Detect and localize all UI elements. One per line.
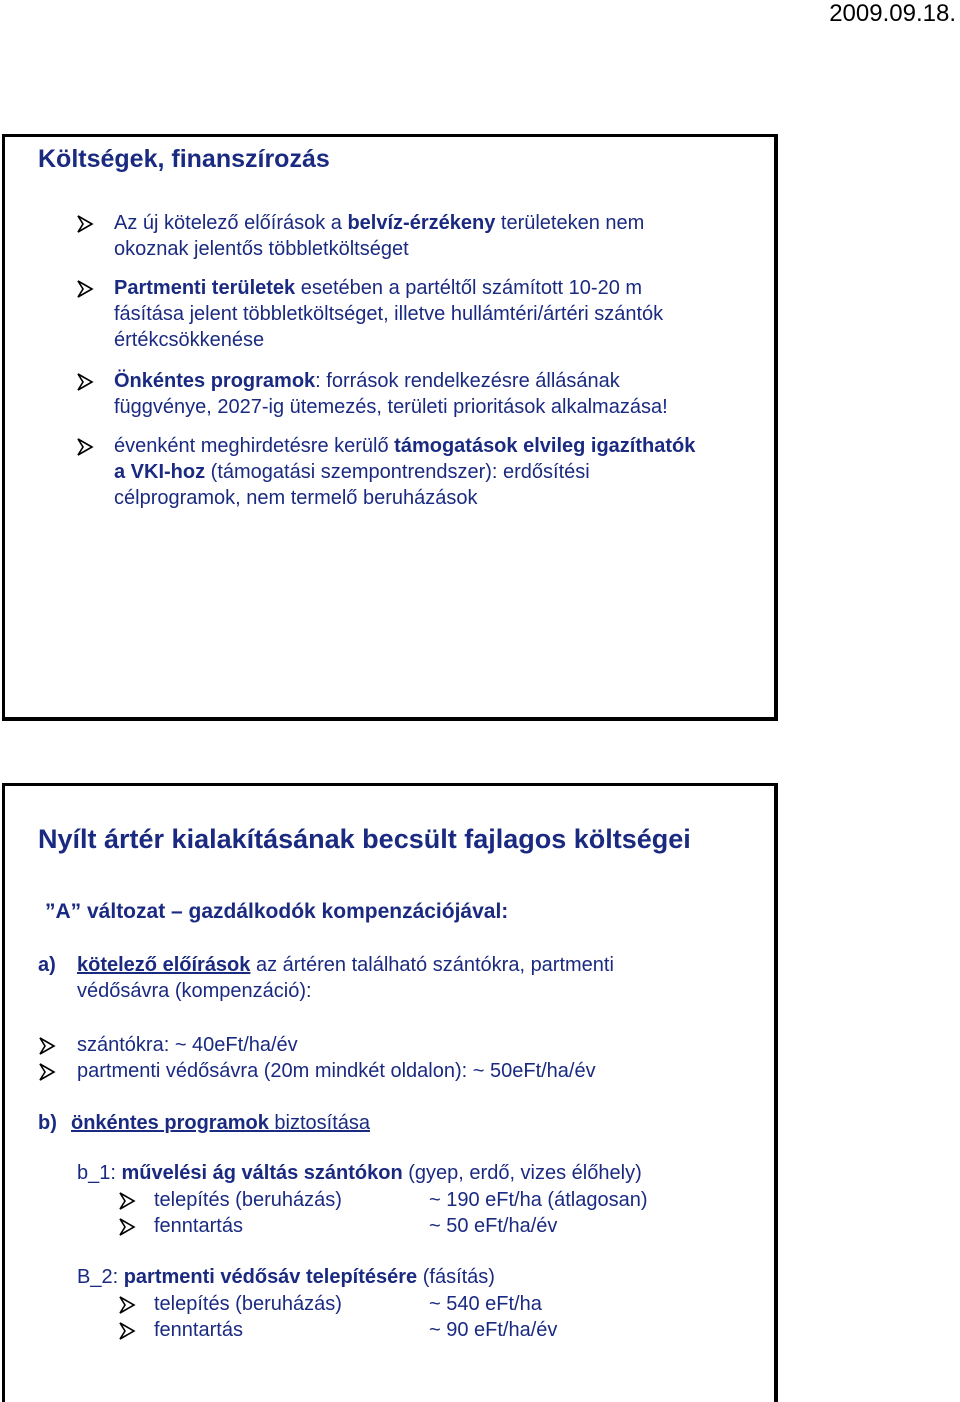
arrow-bullet-icon [38, 1062, 56, 1082]
slide-costs-financing [2, 134, 778, 721]
arrow-bullet-icon [76, 214, 94, 234]
text: évenként meghirdetésre kerülő [114, 435, 395, 457]
section-a-line2: védősávra (kompenzáció): [77, 980, 312, 1002]
bold-text: a VKI-hoz [114, 461, 206, 483]
bullet-line [114, 485, 478, 511]
text: okoznak jelentős többletköltséget [114, 238, 409, 260]
row-value: ~ 540 eFt/ha [429, 1293, 542, 1315]
bullet-line [114, 433, 695, 459]
row-label: telepítés (beruházás) [154, 1189, 342, 1211]
arrow-bullet-icon [38, 1036, 56, 1056]
bold-text: támogatások elvileg igazíthatók [394, 435, 696, 457]
bullet-line [114, 368, 620, 394]
bullet-line [114, 210, 644, 236]
section-b-label: b) [38, 1112, 57, 1134]
bullet-line [114, 236, 409, 262]
section-a [38, 952, 56, 978]
text: célprogramok, nem termelő beruházások [114, 487, 478, 509]
text: esetében a partéltől számított 10-20 m [295, 277, 643, 299]
b1-prefix: b_1: [77, 1162, 122, 1184]
text: fásítása jelent többletköltséget, illetve hullámtéri/ártéri szántók [114, 303, 664, 325]
section-a-text [77, 952, 614, 978]
bold-text: Önkéntes programok [114, 370, 316, 392]
row-value: ~ 90 eFt/ha/év [429, 1319, 558, 1341]
cost-item: partmenti védősávra (20m mindkét oldalon): ~ 50eFt/ha/év [77, 1060, 596, 1082]
slide-floodplain-costs [2, 783, 778, 1402]
arrow-bullet-icon [76, 372, 94, 392]
text: értékcsökkenése [114, 329, 265, 351]
slide-title: Nyílt ártér kialakításának becsült fajlagos költségei [38, 824, 691, 854]
text: területeken nem [495, 212, 645, 234]
bold-text: Partmenti területek [114, 277, 296, 299]
arrow-bullet-icon [76, 437, 94, 457]
section-b-text [71, 1110, 370, 1136]
row-value: ~ 50 eFt/ha/év [429, 1215, 558, 1237]
row-value: ~ 190 eFt/ha (átlagosan) [429, 1189, 648, 1211]
text: : források rendelkezésre állásának [315, 370, 620, 392]
b2-rest: (fásítás) [417, 1266, 495, 1288]
b1-bold: művelési ág váltás szántókon [121, 1162, 403, 1184]
section-a-rest: az ártéren található szántókra, partmenti [250, 954, 614, 976]
arrow-bullet-icon [118, 1191, 136, 1211]
section-b-rest: biztosítása [274, 1112, 370, 1134]
voluntary-programs-link[interactable]: önkéntes programok [71, 1112, 275, 1134]
section-a-label: a) [38, 954, 56, 976]
bullet-line [114, 327, 264, 353]
row-label: fenntartás [154, 1319, 243, 1341]
variant-heading: ”A” változat – gazdálkodók kompenzációjával: [45, 900, 509, 923]
arrow-bullet-icon [76, 279, 94, 299]
text: (támogatási szempontrendszer): erdősítési [205, 461, 590, 483]
slide-title: Költségek, finanszírozás [38, 145, 330, 173]
arrow-bullet-icon [118, 1217, 136, 1237]
date-stamp: 2009.09.18. [829, 0, 956, 27]
cost-item: szántókra: ~ 40eFt/ha/év [77, 1034, 298, 1056]
bold-text: belvíz-érzékeny [347, 212, 496, 234]
b1-rest: (gyep, erdő, vizes élőhely) [402, 1162, 642, 1184]
text: függvénye, 2027-ig ütemezés, területi prioritások alkalmazása! [114, 396, 668, 418]
section-b [38, 1110, 57, 1136]
bullet-line [114, 301, 663, 327]
bullet-line [114, 459, 590, 485]
bullet-line [114, 275, 642, 301]
mandatory-rules-link[interactable]: kötelező előírások [77, 954, 251, 976]
text: Az új kötelező előírások a [114, 212, 348, 234]
b2-heading [77, 1264, 495, 1290]
b1-heading [77, 1160, 642, 1186]
bullet-line [114, 394, 668, 420]
row-label: telepítés (beruházás) [154, 1293, 342, 1315]
row-label: fenntartás [154, 1215, 243, 1237]
b2-prefix: B_2: [77, 1266, 124, 1288]
arrow-bullet-icon [118, 1295, 136, 1315]
b2-bold: partmenti védősáv telepítésére [123, 1266, 418, 1288]
arrow-bullet-icon [118, 1321, 136, 1341]
